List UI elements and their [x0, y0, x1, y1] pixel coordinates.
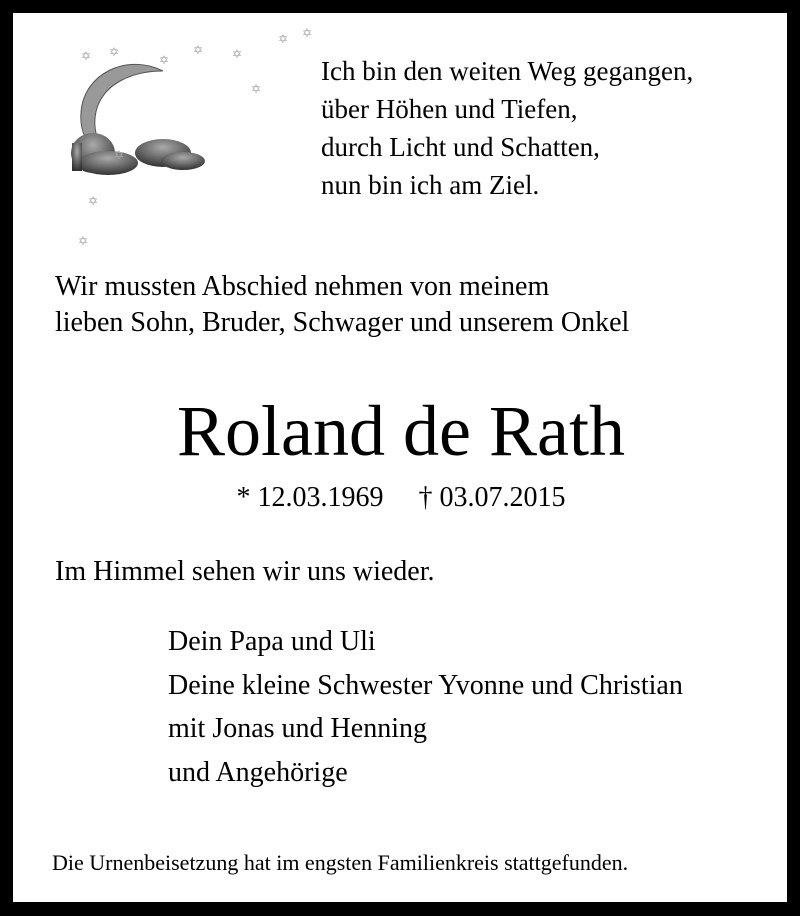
cloud-icon: [71, 133, 205, 175]
obituary-notice: [13, 13, 787, 902]
deceased-name: Roland de Rath: [177, 391, 625, 471]
signature-line: und Angehörige: [168, 757, 348, 788]
signature-line: Deine kleine Schwester Yvonne und Christian: [168, 670, 683, 701]
signature-line: mit Jonas und Henning: [168, 713, 427, 744]
svg-text:✡: ✡: [302, 26, 313, 40]
svg-text:✡: ✡: [78, 234, 89, 248]
life-dates: [0, 484, 800, 512]
svg-text:✡: ✡: [159, 53, 170, 67]
svg-text:✡: ✡: [193, 43, 204, 57]
svg-text:✡: ✡: [251, 82, 262, 96]
moon-clouds-stars-illustration: [13, 13, 333, 253]
svg-text:✡: ✡: [278, 32, 289, 46]
svg-text:✡: ✡: [88, 194, 99, 208]
footer-note: Die Urnenbeisetzung hat im engsten Familienkreis stattgefunden.: [52, 850, 629, 875]
poem-line: nun bin ich am Ziel.: [321, 170, 540, 200]
birth-date: * 12.03.1969: [236, 482, 384, 513]
intro-line: lieben Sohn, Bruder, Schwager und unserem Onkel: [55, 307, 630, 338]
death-date: † 03.07.2015: [418, 482, 566, 513]
poem-line: Ich bin den weiten Weg gegangen,: [321, 56, 694, 86]
intro-line: Wir mussten Abschied nehmen von meinem: [55, 271, 550, 302]
svg-text:✡: ✡: [109, 45, 120, 59]
svg-text:✡: ✡: [232, 47, 243, 61]
quote: Im Himmel sehen wir uns wieder.: [55, 556, 435, 587]
svg-text:✡: ✡: [81, 49, 92, 63]
star-icons: [78, 26, 312, 248]
poem-line: durch Licht und Schatten,: [321, 132, 600, 162]
svg-text:✡: ✡: [114, 148, 125, 162]
signature-line: Dein Papa und Uli: [168, 626, 376, 657]
poem-line: über Höhen und Tiefen,: [321, 94, 578, 124]
